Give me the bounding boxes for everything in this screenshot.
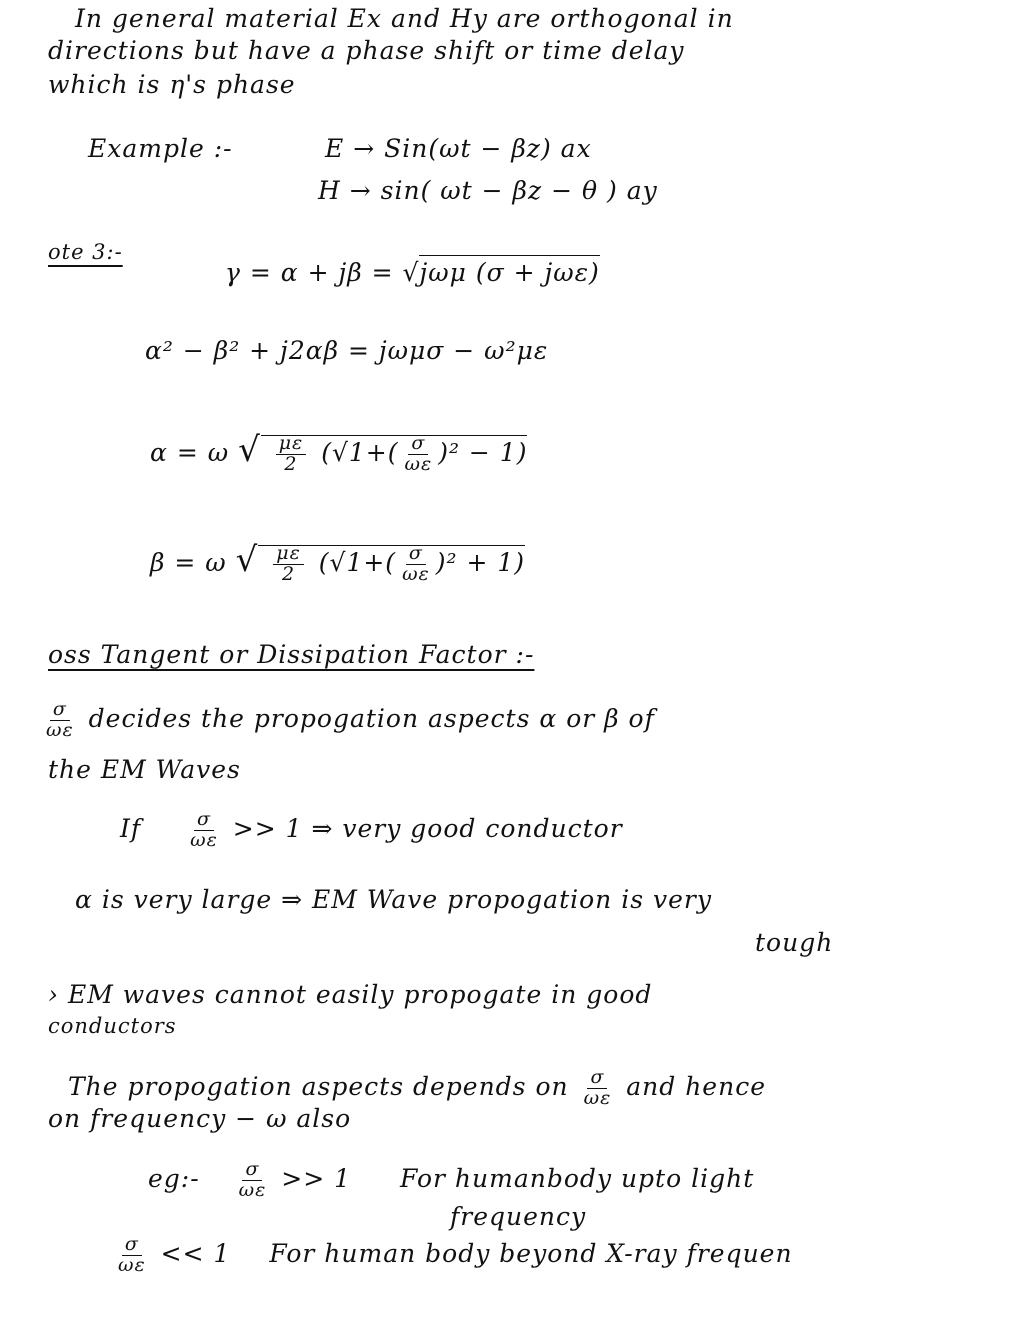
- intro-line-3: which is η's phase: [48, 70, 296, 99]
- denominator: ωε: [46, 718, 74, 741]
- eg-label: eg:-: [148, 1163, 200, 1193]
- example-2-text: For human body beyond X-ray frequen: [269, 1238, 793, 1268]
- cannot-line-1: › EM waves cannot easily propogate in good: [48, 980, 653, 1009]
- em-waves-line: the EM Waves: [48, 755, 241, 784]
- fraction-loss-tangent: [239, 1160, 267, 1201]
- intro-line-1: In general material Ex and Hy are orthogonal in: [75, 4, 734, 33]
- beta-equation: β = ω √ $\frac{\mu\varepsilon}{2}$ (√1+( $\frac{\sigma}{\omega\varepsilon}$ )² + 1): [150, 540, 526, 585]
- depends-line-2: on frequency − ω also: [48, 1104, 352, 1133]
- much-less-than: << 1: [160, 1238, 231, 1268]
- and-hence-text: and hence: [626, 1071, 766, 1101]
- example-1-line: [148, 1160, 754, 1201]
- squared-equation: α² − β² + j2αβ = jωμσ − ω²με: [145, 336, 549, 365]
- example-2-line: [118, 1235, 793, 1276]
- numerator: σ: [408, 434, 428, 455]
- h-field-equation: H → sin( ωt − βz − θ ) ay: [318, 176, 658, 205]
- example-1-text: For humanbody upto light: [399, 1163, 755, 1193]
- beta-inner-a: (√1+(: [318, 548, 397, 577]
- numerator: σ: [122, 1235, 142, 1256]
- denominator: ωε: [118, 1253, 146, 1276]
- beta-inner-b: )² + 1): [435, 548, 526, 577]
- gamma-lhs: γ = α + jβ = √: [225, 258, 420, 287]
- numerator: σ: [242, 1160, 262, 1181]
- much-greater-than: >> 1: [281, 1163, 352, 1193]
- if-label: If: [120, 813, 142, 843]
- if-condition-line: [120, 810, 623, 851]
- numerator: σ: [194, 810, 214, 831]
- alpha-inner-b: )² − 1): [438, 438, 528, 467]
- numerator: σ: [50, 700, 70, 721]
- alpha-equation: α = ω √ $\frac{\mu\varepsilon}{2}$ (√1+( $\frac{\sigma}{\omega\varepsilon}$ )² − 1): [150, 430, 528, 475]
- numerator: με: [273, 544, 304, 565]
- depends-line-1: [68, 1068, 766, 1109]
- denominator: 2: [284, 453, 298, 475]
- beta-lhs: β = ω: [150, 548, 227, 577]
- fraction-me-2: [276, 434, 307, 475]
- denominator: ωε: [583, 1086, 612, 1109]
- denominator: ωε: [404, 453, 433, 475]
- example-1-frequency: frequency: [450, 1202, 587, 1231]
- fraction-loss-tangent: [584, 1068, 612, 1109]
- decides-line: [46, 700, 655, 741]
- depends-text: The propogation aspects depends on: [68, 1071, 569, 1101]
- alpha-large-line: α is very large ⇒ EM Wave propogation is very: [75, 885, 712, 914]
- fraction-me-2: [273, 544, 304, 585]
- if-rest: >> 1 ⇒ very good conductor: [232, 813, 623, 843]
- cannot-line-2: conductors: [48, 1014, 177, 1038]
- note-3-label: ote 3:-: [48, 240, 123, 264]
- denominator: ωε: [402, 563, 430, 585]
- denominator: ωε: [238, 1178, 267, 1201]
- numerator: σ: [406, 544, 426, 565]
- denominator: 2: [281, 563, 296, 585]
- intro-line-2: directions but have a phase shift or time delay: [48, 36, 685, 65]
- example-label: Example :-: [88, 134, 233, 163]
- fraction-loss-tangent: [402, 544, 430, 585]
- numerator: με: [276, 434, 307, 455]
- gamma-rhs: jωμ (σ + jωε): [419, 255, 599, 287]
- decides-text: decides the propogation aspects α or β of: [88, 703, 655, 733]
- denominator: ωε: [190, 828, 218, 851]
- loss-tangent-heading: oss Tangent or Dissipation Factor :-: [48, 640, 535, 669]
- alpha-inner-a: (√1+(: [321, 438, 399, 467]
- fraction-loss-tangent: [118, 1235, 146, 1276]
- e-field-equation: E → Sin(ωt − βz) ax: [325, 134, 592, 163]
- fraction-loss-tangent: [404, 434, 432, 475]
- fraction-loss-tangent: [46, 700, 74, 741]
- gamma-equation: [225, 258, 600, 287]
- fraction-loss-tangent: [190, 810, 218, 851]
- alpha-lhs: α = ω: [150, 438, 230, 467]
- numerator: σ: [587, 1068, 607, 1089]
- tough-word: tough: [755, 928, 834, 957]
